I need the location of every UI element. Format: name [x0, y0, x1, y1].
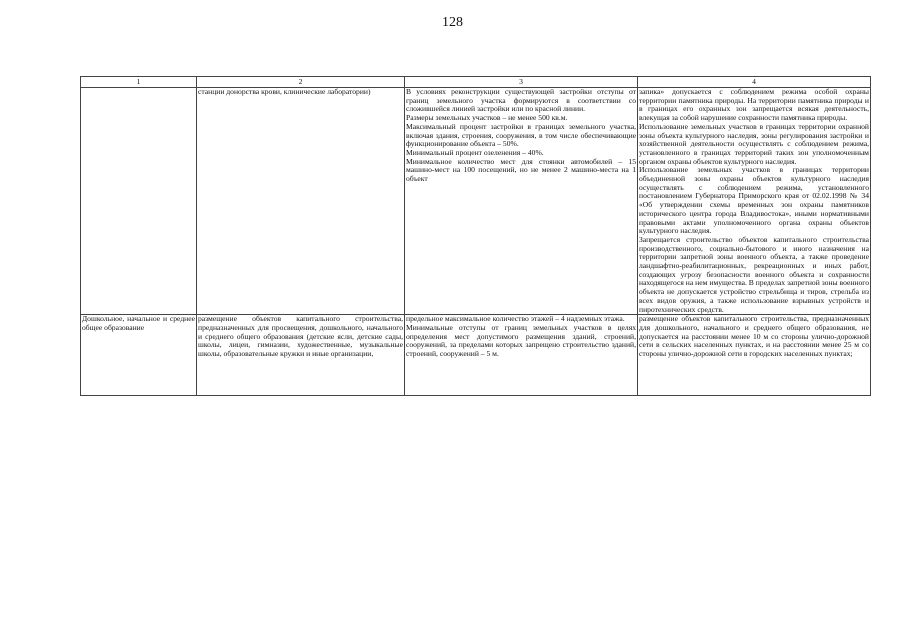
- row1-col4-para: запика» допускается с соблюдением режима особой охраны территории памятника природы. На территории памятника природы и в границах его охранных зон запрещается всякая деятельность, влекущая за собой нарушение сохранности памятника природы.: [639, 87, 869, 123]
- row1-col4-para: Запрещается строительство объектов капитального строительства производственного, социально-бытового и иного назначения на территории запретной зоны военного объекта, а также проведение ландшафтно-реабилитационных, рекреационных и иных работ, создающих угрозу безопасности военного объекта и сохранности находящегося на нем имущества. В пределах запретной зоны военного объекта не допускается устройство стрельбища и тиров, стрельба из всех видов оружия, а также использование взрывных устройств и пиротехнических средств.: [639, 234, 869, 314]
- row1-col4-para: Использование земельных участков в границах территории объединенной зоны охраны объектов культурного наследия осуществлять с соблюдением режима, установленного постановлением Губернатора Приморского края от 02.02.1998 № 34 «Об утверждении схемы временных зон охраны памятников исторического центра города Владивостока», иными нормативными правовыми актами уполномоченного органа охраны объектов культурного наследия.: [639, 165, 869, 236]
- zoning-table: [80, 76, 871, 396]
- row1-col3-para: Минимальный процент озеленения – 40%.: [406, 147, 544, 157]
- row2-col3: [405, 315, 638, 396]
- header-cell-3: 3: [405, 77, 638, 88]
- row1-col3-para: Размеры земельных участков – не менее 500 кв.м.: [406, 113, 568, 123]
- row2-col3-para: Минимальные отступы от границ земельных участков в целях определения мест допустимого размещения зданий, строений, сооружений, за пределами которых запрещено строительство зданий, строений, сооружений – 5 м.: [406, 322, 636, 359]
- header-cell-1: 1: [81, 77, 197, 88]
- row1-col3-para: Максимальный процент застройки в границах земельного участка, включая здания, строения, сооружения, в том числе обеспечивающие функционирование объекта – 50%.: [406, 121, 636, 149]
- row1-col3: [405, 88, 638, 315]
- table-header-row: [81, 77, 871, 88]
- row1-col4-para: Использование земельных участков в границах территории охранной зоны объекта культурного наследия, зоны регулирования застройки и хозяйственной деятельности осуществлять с соблюдением режима, установленного в границах территорий таких зон уполномоченным органом охраны объектов культурного наследия.: [639, 121, 869, 166]
- row1-col3-para: Минимальное количество мест для стоянки автомобилей – 15 машино-мест на 100 посещений, но не менее 2 машино-места на 1 объект: [406, 156, 636, 184]
- table-row: [81, 88, 871, 315]
- row2-col4-para: размещение объектов капитального строительства, предназначенных для дошкольного, начального и среднего общего образования, не допускается на расстоянии менее 10 м со стороны улично-дорожной сети в сельских населенных пунктах, и на расстоянии менее 25 м со стороны улично-дорожной сети в городских населенных пунктах;: [639, 314, 869, 359]
- row2-col2: размещение объектов капитального строительства, предназначенных для просвещения, дошкольного, начального и среднего общего образования (детские ясли, детские сады, школы, лицеи, гимназии, художественные, музыкальные школы, образовательные кружки и иные организации,: [197, 315, 405, 396]
- row1-col3-para: В условиях реконструкции существующей застройки отступы от границ земельного участка формируются в соответствии со сложившейся линией застройки или по красной линии.: [406, 87, 636, 114]
- row1-col2: станции донорства крови, клинические лаборатории): [197, 88, 405, 315]
- row1-col1: [81, 88, 197, 315]
- row2-col1: Дошкольное, начальное и среднее общее образование: [81, 315, 197, 396]
- page-number: 128: [442, 15, 463, 30]
- table-row: [81, 315, 871, 396]
- header-cell-4: 4: [638, 77, 871, 88]
- row2-col4: [638, 315, 871, 396]
- row2-col3-para: предельное максимальное количество этажей – 4 надземных этажа.: [406, 314, 625, 324]
- row1-col4: [638, 88, 871, 315]
- header-cell-2: 2: [197, 77, 405, 88]
